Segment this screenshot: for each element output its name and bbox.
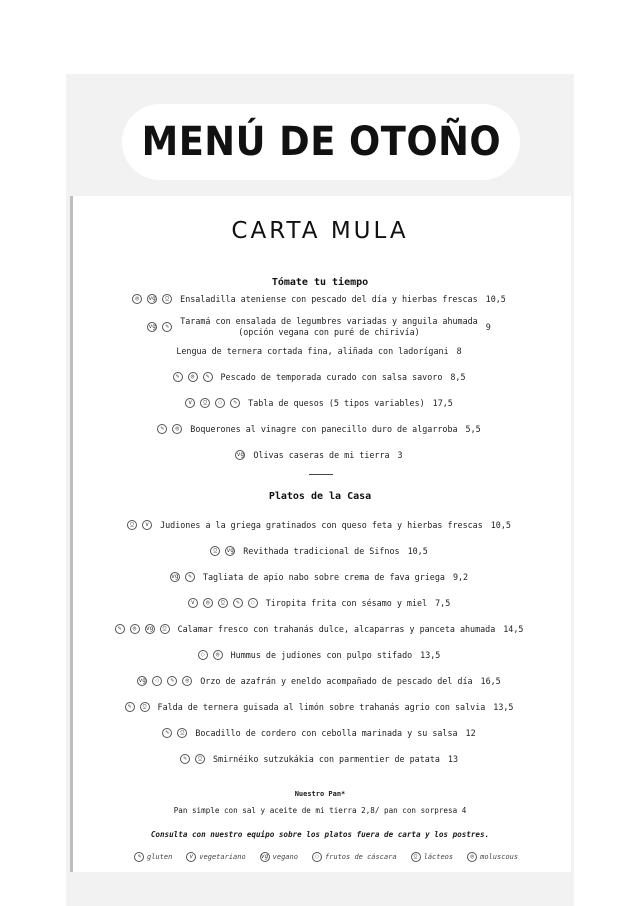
dish-name: Tabla de quesos (5 tipos variables)	[248, 398, 425, 408]
gluten-icon: ✎	[162, 728, 172, 738]
dairy-icon: ⍜	[218, 598, 228, 608]
dish-name: Orzo de azafrán y eneldo acompañado de pescado del día	[200, 676, 473, 686]
menu-item	[70, 676, 568, 686]
dairy-icon: ⍜	[411, 852, 421, 862]
dish-price: 5,5	[465, 424, 481, 434]
menu-item	[70, 702, 568, 712]
molluscs-icon: ◎	[132, 294, 142, 304]
dairy-icon: ⍜	[127, 520, 137, 530]
gluten-icon: ✎	[162, 322, 172, 332]
bread-text: Pan simple con sal y aceite de mi tierra 2,8/ pan con sorpresa 4	[173, 806, 467, 815]
dish-name: Revithada tradicional de Sifnos	[243, 546, 400, 556]
section-divider	[309, 474, 333, 475]
vegan-icon: vg	[138, 677, 146, 684]
menu-item	[70, 754, 568, 764]
vegetarian-icon: v	[188, 598, 198, 608]
allergen-icons	[198, 650, 223, 660]
legend-label: frutos de cáscara	[324, 853, 397, 861]
dish-price: 14,5	[503, 624, 524, 634]
dish-name: Pescado de temporada curado con salsa savoro	[220, 372, 443, 382]
dish-price: 13,5	[420, 650, 441, 660]
menu-item	[70, 346, 568, 356]
dish-price: 10,5	[407, 546, 428, 556]
nuts-icon: ◌	[198, 650, 208, 660]
dairy-icon: ⍜	[160, 624, 170, 634]
dish-price: 3	[397, 450, 403, 460]
molluscs-icon: ◎	[130, 624, 140, 634]
legend-label: vegano	[272, 853, 298, 861]
dairy-icon: ⍜	[200, 398, 210, 408]
menu-item	[70, 624, 568, 634]
dish-price: 13	[447, 754, 458, 764]
dish-name: Tagliata de apio nabo sobre crema de fava griega	[202, 572, 445, 582]
legend-label: lácteos	[423, 853, 454, 861]
molluscs-icon: ◎	[172, 424, 182, 434]
molluscs-icon: ◎	[203, 598, 213, 608]
dish-name: Tiropita frita con sésamo y miel	[265, 598, 428, 608]
menu-item	[70, 572, 568, 582]
nuts-icon: ◌	[248, 598, 258, 608]
dish-name: Ensaladilla ateniense con pescado del día y hierbas frescas	[180, 294, 478, 304]
legend-label: moluscous	[480, 853, 519, 861]
menu-item	[70, 424, 568, 434]
molluscs-icon: ◎	[182, 676, 192, 686]
gluten-icon: ✎	[185, 572, 195, 582]
dish-price: 16,5	[480, 676, 501, 686]
allergen-icons	[170, 572, 195, 582]
allergen-icons	[115, 624, 170, 634]
vegan-icon: vg	[236, 451, 245, 458]
allergen-legend	[134, 852, 518, 862]
allergen-icons	[125, 702, 150, 712]
vegan-icon: vg	[148, 323, 156, 330]
title-banner	[122, 104, 520, 180]
nuts-icon: ◌	[215, 398, 225, 408]
menu-item	[70, 294, 568, 304]
molluscs-icon: ◎	[188, 372, 198, 382]
vegetarian-icon: v	[186, 852, 196, 862]
gluten-icon: ✎	[230, 398, 240, 408]
menu-title: CARTA MULA	[231, 218, 409, 244]
dish-name: Falda de ternera guisada al limón sobre trahanás agrio con salvia	[157, 702, 486, 712]
vegetarian-icon: v	[185, 398, 195, 408]
legend-item	[467, 852, 518, 862]
allergen-icons	[188, 598, 258, 608]
allergen-icons	[127, 520, 152, 530]
dish-name: Taramá con ensalada de legumbres variadas y anguila ahumada (opción vegana con puré de chirivía)	[180, 316, 478, 337]
dish-price: 7,5	[435, 598, 451, 608]
gluten-icon: ✎	[125, 702, 135, 712]
molluscs-icon: ◎	[467, 852, 477, 862]
allergen-icons	[162, 728, 187, 738]
menu-item	[70, 598, 568, 608]
legend-item	[186, 852, 245, 862]
dish-price: 8,5	[450, 372, 466, 382]
consult-note: Consulta con nuestro equipo sobre los platos fuera de carta y los postres.	[150, 830, 490, 839]
allergen-icons	[210, 546, 235, 556]
gluten-icon: ✎	[134, 852, 144, 862]
dish-price: 12	[465, 728, 476, 738]
legend-label: gluten	[147, 853, 173, 861]
vegetarian-icon: v	[142, 520, 152, 530]
menu-item	[70, 728, 568, 738]
dairy-icon: ⍜	[177, 728, 187, 738]
legend-item	[411, 852, 454, 862]
vegan-icon: vg	[261, 853, 269, 860]
gluten-icon: ✎	[180, 754, 190, 764]
allergen-icons	[180, 754, 205, 764]
dairy-icon: ⍜	[210, 546, 220, 556]
section-title-tomate: Tómate tu tiempo	[271, 277, 369, 288]
dish-name: Olivas caseras de mi tierra	[253, 450, 390, 460]
dish-price: 17,5	[432, 398, 453, 408]
menu-item	[70, 372, 568, 382]
legend-item	[134, 852, 172, 862]
gluten-icon: ✎	[167, 676, 177, 686]
menu-item	[70, 546, 568, 556]
gluten-icon: ✎	[233, 598, 243, 608]
dish-price: 13,5	[493, 702, 514, 712]
dairy-icon: ⍜	[162, 294, 172, 304]
allergen-icons	[173, 372, 213, 382]
dish-name: Smirnéiko sutzukákia con parmentier de patata	[213, 754, 440, 764]
section-title-platos: Platos de la Casa	[268, 491, 372, 502]
gluten-icon: ✎	[173, 372, 183, 382]
allergen-icons	[137, 676, 192, 686]
dish-name: Judiones a la griega gratinados con queso feta y hierbas frescas	[160, 520, 483, 530]
menu-item	[70, 316, 568, 338]
dish-name: Boquerones al vinagre con panecillo duro de algarroba	[190, 424, 458, 434]
dish-price: 10,5	[485, 294, 506, 304]
nuts-icon: ◌	[312, 852, 322, 862]
allergen-icons	[147, 322, 172, 332]
vegan-icon: vg	[226, 547, 234, 554]
allergen-icons	[235, 450, 245, 460]
dish-name: Calamar fresco con trahanás dulce, alcaparras y panceta ahumada	[177, 624, 496, 634]
vegan-icon: vg	[145, 625, 154, 632]
molluscs-icon: ◎	[213, 650, 223, 660]
menu-item	[70, 450, 568, 460]
gluten-icon: ✎	[157, 424, 167, 434]
nuts-icon: ◌	[152, 676, 162, 686]
legend-item	[260, 852, 298, 862]
dish-name: Bocadillo de cordero con cebolla marinada y su salsa	[195, 728, 458, 738]
allergen-icons	[157, 424, 182, 434]
dairy-icon: ⍜	[140, 702, 150, 712]
bread-title: Nuestro Pan*	[294, 790, 346, 798]
menu-item	[70, 520, 568, 530]
dish-price: 10,5	[490, 520, 511, 530]
dish-name: Lengua de ternera cortada fina, aliñada con ladorígani	[176, 346, 449, 356]
gluten-icon: ✎	[203, 372, 213, 382]
gluten-icon: ✎	[115, 624, 125, 634]
dish-name: Hummus de judiones con pulpo stifado	[230, 650, 413, 660]
page-title: MENÚ DE OTOÑO	[141, 119, 501, 165]
allergen-icons	[132, 294, 172, 304]
legend-label: vegetariano	[199, 853, 246, 861]
legend-item	[312, 852, 397, 862]
vegan-icon: vg	[148, 295, 156, 302]
menu-item	[70, 650, 568, 660]
vegan-icon: vg	[171, 573, 179, 580]
dish-price: 8	[456, 346, 462, 356]
dish-price: 9	[485, 322, 491, 332]
dairy-icon: ⍜	[195, 754, 205, 764]
dish-price: 9,2	[452, 572, 469, 582]
allergen-icons	[185, 398, 240, 408]
menu-item	[70, 398, 568, 408]
